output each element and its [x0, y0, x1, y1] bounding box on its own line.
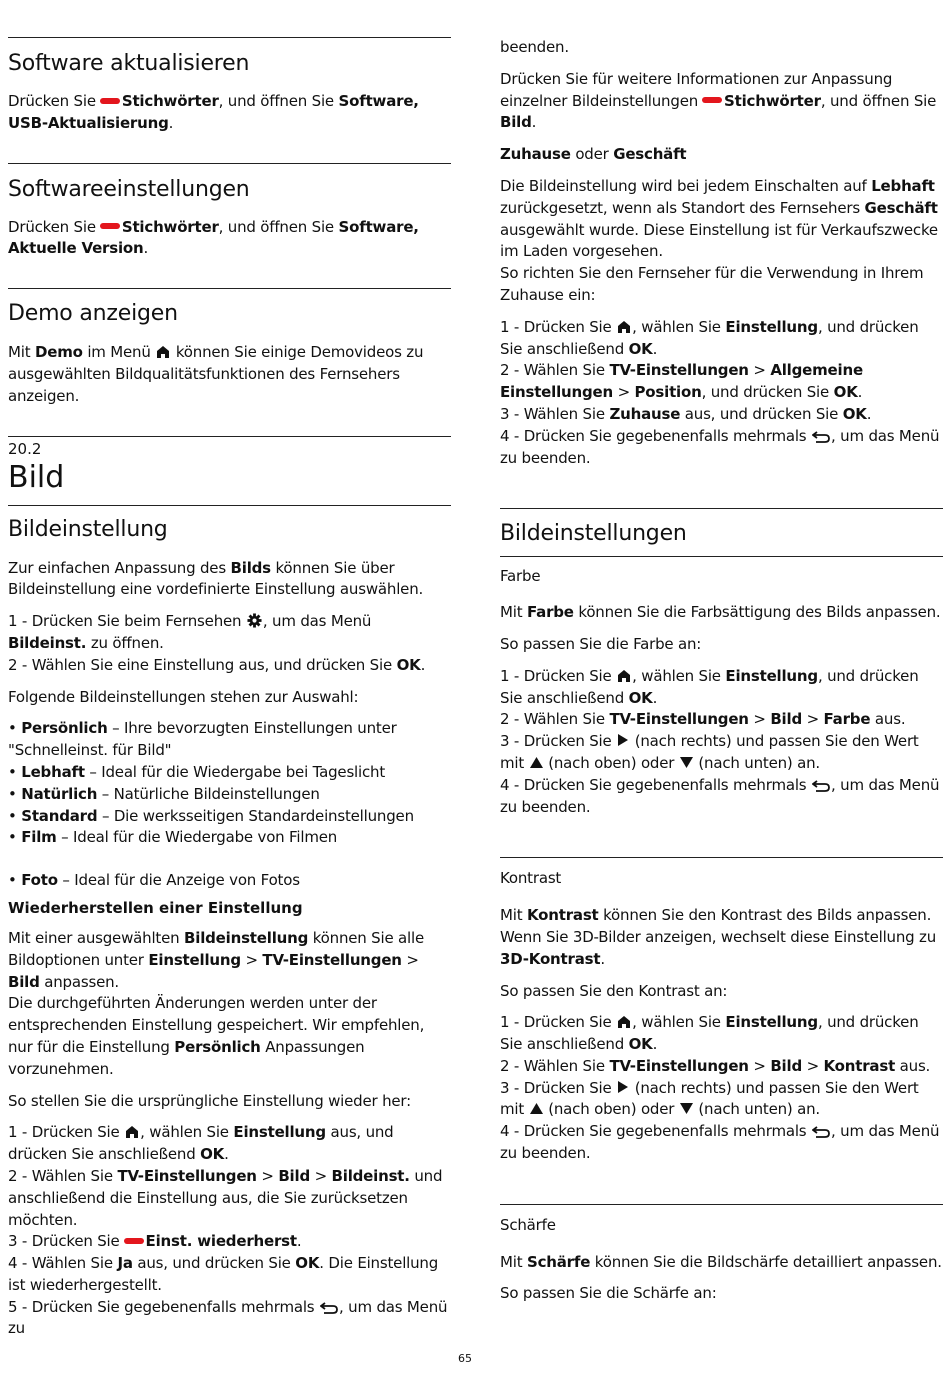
red-key-icon: [702, 97, 722, 103]
paragraph: Drücken Sie für weitere Informationen zur Anpassung einzelner Bildeinstellungen Stichwörter, und öffnen Sie Bild.: [500, 69, 937, 132]
subheading: Kontrast: [500, 869, 562, 888]
section-divider: [500, 508, 943, 509]
step: 4 - Wählen Sie Ja aus, und drücken Sie OK. Die Einstellung ist wiederhergestellt.: [8, 1254, 439, 1294]
page-number: 65: [458, 1352, 472, 1365]
step: 1 - Drücken Sie , wählen Sie Einstellung, und drücken Sie anschließend OK.: [500, 317, 919, 358]
red-key-icon: [100, 98, 120, 104]
step: 3 - Drücken Sie Einst. wiederherst.: [8, 1232, 302, 1251]
subheading: Zuhause oder Geschäft: [500, 145, 687, 164]
arrow-up-icon: [530, 757, 543, 768]
home-icon: [617, 320, 631, 334]
section-title: Demo anzeigen: [8, 301, 178, 327]
subheading: Schärfe: [500, 1215, 556, 1234]
chapter-divider: [8, 436, 451, 437]
settings-gear-icon: [247, 613, 262, 628]
step: 2 - Wählen Sie TV-Einstellungen > Bild > Farbe aus.: [500, 710, 906, 729]
step: 2 - Wählen Sie TV-Einstellungen > Allgemeine Einstellungen > Position, und drücken Sie OK.: [500, 361, 863, 402]
section-divider: [500, 556, 943, 557]
section-divider: [8, 163, 451, 164]
section-divider: [500, 857, 943, 858]
step: 4 - Drücken Sie gegebenenfalls mehrmals , um das Menü zu beenden.: [500, 426, 940, 467]
section-title: Bildeinstellungen: [500, 521, 687, 547]
section-title: Softwareeinstellungen: [8, 176, 250, 202]
list-item: • Film – Ideal für die Wiedergabe von Filmen: [8, 828, 338, 847]
section-divider: [8, 37, 451, 38]
right-column: [500, 0, 943, 1315]
arrow-up-icon: [530, 1103, 543, 1114]
list-item: • Lebhaft – Ideal für die Wiedergabe bei Tageslicht: [8, 762, 386, 781]
chapter-number: 20.2: [8, 439, 42, 458]
paragraph: Mit Kontrast können Sie den Kontrast des Bilds anpassen. Wenn Sie 3D-Bilder anzeigen, wechselt diese Einstellung zu 3D-Kontrast.: [500, 906, 937, 968]
step: 1 - Drücken Sie , wählen Sie Einstellung, und drücken Sie anschließend OK.: [500, 666, 919, 707]
list-item: • Standard – Die werksseitigen Standardeinstellungen: [8, 806, 414, 825]
paragraph: Zur einfachen Anpassung des Bilds können Sie über Bildeinstellung eine vordefinierte Einstellung auswählen.: [8, 558, 424, 599]
step: 1 - Drücken Sie , wählen Sie Einstellung aus, und drücken Sie anschließend OK.: [8, 1123, 394, 1164]
arrow-right-icon: [617, 734, 629, 746]
step: 2 - Wählen Sie TV-Einstellungen > Bild > Bildeinst. und anschließend die Einstellung aus, die Sie zurücksetzen möchten.: [8, 1166, 443, 1229]
chapter-title: Bild: [8, 459, 65, 495]
paragraph: Drücken Sie Stichwörter, und öffnen Sie Software, Aktuelle Version.: [8, 217, 419, 258]
paragraph: beenden.: [500, 38, 569, 56]
paragraph: Drücken Sie Stichwörter, und öffnen Sie Software, USB-Aktualisierung.: [8, 92, 419, 132]
arrow-down-icon: [680, 757, 693, 768]
step: 2 - Wählen Sie TV-Einstellungen > Bild > Kontrast aus.: [500, 1056, 931, 1075]
home-icon: [125, 1125, 139, 1139]
paragraph: Die Bildeinstellung wird bei jedem Einschalten auf Lebhaft zurückgesetzt, wenn als Standort des Fernsehers Geschäft ausgewählt wurde. Diese Einstellung ist für Verkaufszwecke im Laden vorgesehen.: [500, 176, 938, 261]
left-column: [8, 0, 451, 1340]
section-title: Bildeinstellung: [8, 516, 168, 542]
paragraph: Folgende Bildeinstellungen stehen zur Auswahl:: [8, 687, 359, 706]
paragraph: Mit Schärfe können Sie die Bildschärfe detailliert anpassen.: [500, 1252, 942, 1271]
section-title: Software aktualisieren: [8, 51, 250, 76]
arrow-right-icon: [617, 1081, 629, 1093]
paragraph: So richten Sie den Fernseher für die Verwendung in Ihrem Zuhause ein:: [500, 264, 924, 304]
list-item: • Foto – Ideal für die Anzeige von Fotos: [8, 871, 300, 890]
section-divider: [8, 505, 451, 506]
home-icon: [617, 1015, 631, 1029]
step: 4 - Drücken Sie gegebenenfalls mehrmals , um das Menü zu beenden.: [500, 1122, 940, 1163]
step: 3 - Drücken Sie (nach rechts) und passen Sie den Wert mit (nach oben) oder (nach unten) an.: [500, 1078, 919, 1119]
step: 4 - Drücken Sie gegebenenfalls mehrmals , um das Menü zu beenden.: [500, 775, 940, 816]
paragraph: So passen Sie den Kontrast an:: [500, 981, 728, 1000]
list-item: • Persönlich – Ihre bevorzugten Einstellungen unter "Schnelleinst. für Bild": [8, 719, 397, 760]
step: 1 - Drücken Sie beim Fernsehen , um das Menü Bildeinst. zu öffnen.: [8, 612, 372, 652]
home-icon: [617, 669, 631, 683]
step: 1 - Drücken Sie , wählen Sie Einstellung, und drücken Sie anschließend OK.: [500, 1013, 919, 1054]
step: 5 - Drücken Sie gegebenenfalls mehrmals , um das Menü zu: [8, 1297, 448, 1338]
paragraph: Mit Demo im Menü können Sie einige Demovideos zu ausgewählten Bildqualitätsfunktionen des Fernsehers anzeigen.: [8, 343, 424, 405]
home-icon: [156, 345, 170, 359]
back-icon: [812, 780, 830, 792]
step: 2 - Wählen Sie eine Einstellung aus, und drücken Sie OK.: [8, 655, 426, 674]
section-divider: [500, 1204, 943, 1205]
section-divider: [8, 288, 451, 289]
step: 3 - Drücken Sie (nach rechts) und passen Sie den Wert mit (nach oben) oder (nach unten) an.: [500, 732, 919, 772]
list-item: • Natürlich – Natürliche Bildeinstellungen: [8, 784, 320, 803]
subheading: Farbe: [500, 567, 541, 586]
back-icon: [812, 1126, 830, 1138]
arrow-down-icon: [680, 1103, 693, 1114]
back-icon: [320, 1302, 338, 1314]
subheading: Wiederherstellen einer Einstellung: [8, 898, 303, 917]
red-key-icon: [100, 223, 120, 229]
back-icon: [812, 431, 830, 443]
paragraph: Mit einer ausgewählten Bildeinstellung können Sie alle Bildoptionen unter Einstellung > TV-Einstellungen > Bild anpassen.: [8, 928, 425, 991]
step: 3 - Wählen Sie Zuhause aus, und drücken Sie OK.: [500, 404, 872, 423]
paragraph: Die durchgeführten Änderungen werden unter der entsprechenden Einstellung gespeichert. Wir empfehlen, nur für die Einstellung Persönlich Anpassungen vorzunehmen.: [8, 994, 425, 1078]
paragraph: So stellen Sie die ursprüngliche Einstellung wieder her:: [8, 1091, 411, 1110]
red-key-icon: [124, 1238, 144, 1244]
paragraph: Mit Farbe können Sie die Farbsättigung des Bilds anpassen.: [500, 603, 941, 622]
paragraph: So passen Sie die Farbe an:: [500, 634, 702, 653]
paragraph: So passen Sie die Schärfe an:: [500, 1284, 717, 1303]
